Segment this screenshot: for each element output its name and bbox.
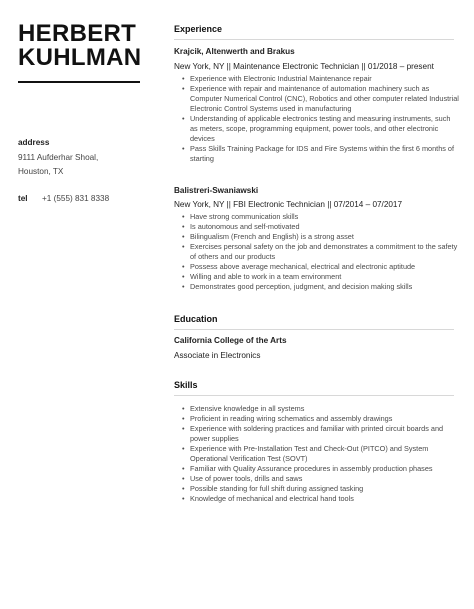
tel-label: tel (18, 194, 28, 203)
list-item: • Possess above average mechanical, electrical and electronic aptitude (174, 262, 459, 272)
list-item: • Willing and able to work in a team environment (174, 272, 459, 282)
list-item: • Have strong communication skills (174, 212, 459, 222)
job-bullets (174, 74, 459, 164)
list-item: • Experience with repair and maintenance of automation machinery such as Computer Numerical Control (CNC), Robotics and other computer related Industrial Electronic Control Systems used in manufacturing (174, 84, 459, 114)
list-item: • Pass Skills Training Package for IDS and Fire Systems within the first 6 months of starting (174, 144, 459, 164)
list-item: • Proficient in reading wiring schematics and assembly drawings (174, 414, 459, 424)
list-item: • Knowledge of mechanical and electrical hand tools (174, 494, 459, 504)
education-rule (174, 329, 454, 330)
last-name: KUHLMAN (18, 44, 142, 71)
profile-column (18, 20, 158, 203)
experience-heading: Experience (174, 24, 223, 34)
job-company: Balistreri-Swaniawski (174, 186, 259, 195)
list-item: • Is autonomous and self-motivated (174, 222, 459, 232)
skills-list (174, 404, 459, 504)
address-line-1: 9111 Aufderhar Shoal, (18, 153, 99, 162)
list-item: • Understanding of applicable electronics testing and measuring instruments, such as meters, scope, programming equipment, power tools, and other electronic devices (174, 114, 459, 144)
list-item: • Demonstrates good perception, judgment, and decision making skills (174, 282, 459, 292)
job-role: New York, NY || Maintenance Electronic Technician || 01/2018 – present (174, 62, 434, 71)
list-item: • Experience with Electronic Industrial Maintenance repair (174, 74, 459, 84)
school-name: California College of the Arts (174, 336, 287, 345)
first-name: HERBERT (18, 20, 137, 47)
list-item: • Exercises personal safety on the job and demonstrates a commitment to the safety of others and our products (174, 242, 459, 262)
list-item: • Bilingualism (French and English) is a strong asset (174, 232, 459, 242)
degree: Associate in Electronics (174, 351, 261, 360)
education-heading: Education (174, 314, 218, 324)
address-label: address (18, 138, 50, 147)
name-underline (18, 81, 140, 83)
skills-heading: Skills (174, 380, 198, 390)
address-line-2: Houston, TX (18, 167, 64, 176)
tel-value: +1 (555) 831 8338 (42, 194, 110, 203)
list-item: • Experience with soldering practices and familiar with printed circuit boards and power supplies (174, 424, 459, 444)
experience-rule (174, 39, 454, 40)
job-bullets (174, 212, 459, 292)
list-item: • Experience with Pre-Installation Test and Check-Out (PITCO) and System Operational Verification Test (SOVT) (174, 444, 459, 464)
job-company: Krajcik, Altenwerth and Brakus (174, 47, 295, 56)
skills-rule (174, 395, 454, 396)
list-item: • Use of power tools, drills and saws (174, 474, 459, 484)
job-role: New York, NY || FBI Electronic Technician || 07/2014 – 07/2017 (174, 200, 403, 209)
list-item: • Possible standing for full shift during assigned tasking (174, 484, 459, 494)
list-item: • Familiar with Quality Assurance procedures in assembly production phases (174, 464, 459, 474)
list-item: • Extensive knowledge in all systems (174, 404, 459, 414)
